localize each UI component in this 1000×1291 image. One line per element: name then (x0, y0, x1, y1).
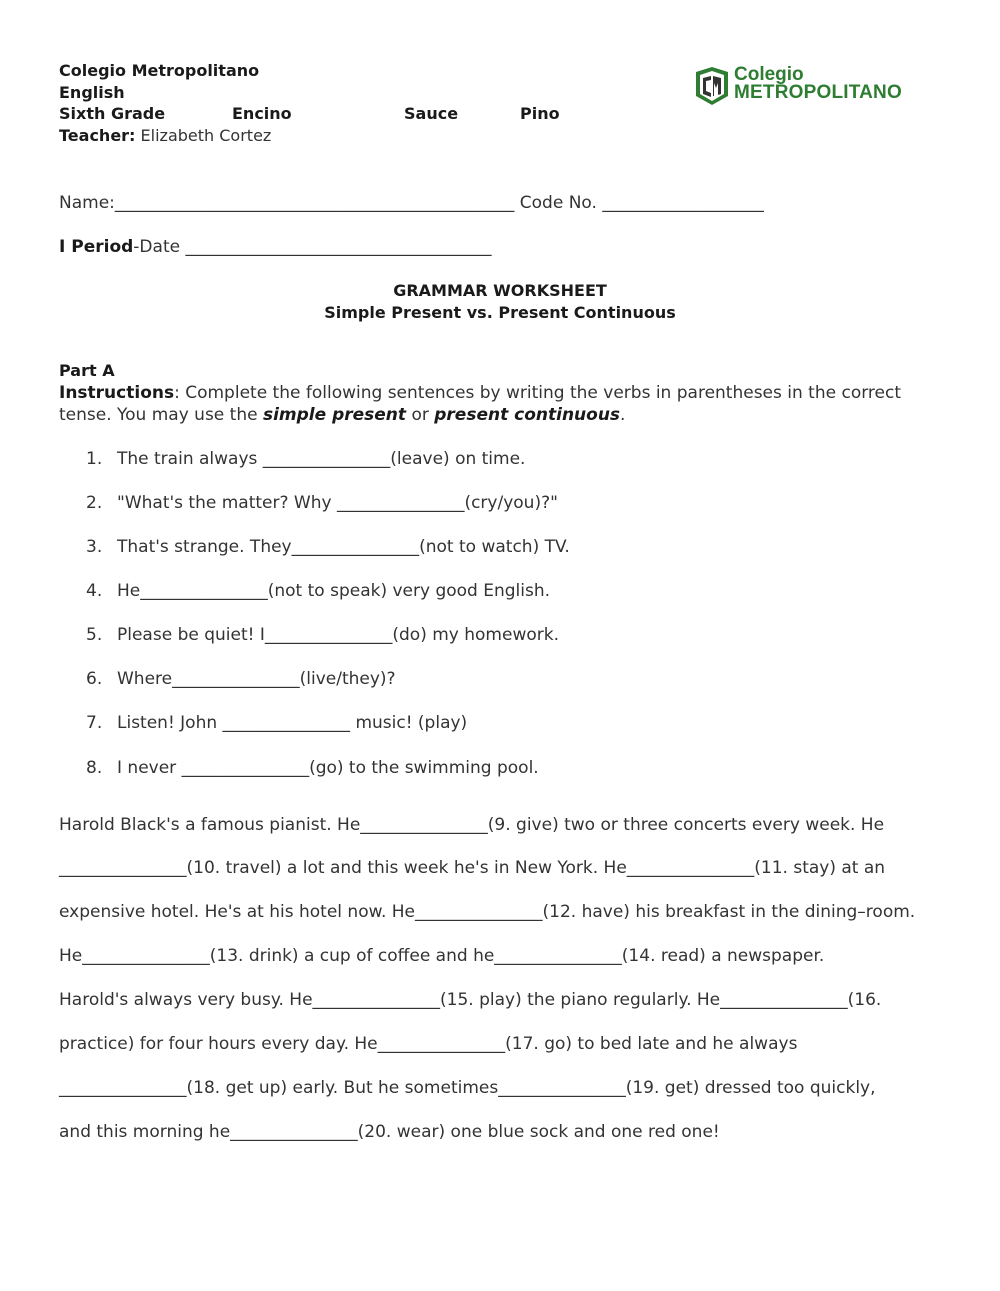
logo-line1: Colegio (734, 64, 804, 85)
instructions-or: or (406, 405, 435, 425)
date-field: -Date ____________________________________ (133, 237, 492, 257)
item-number: 8. (86, 758, 103, 778)
subject: English (59, 83, 125, 102)
item-text: He_______________(not to speak) very good English. (117, 581, 551, 601)
tense-present-continuous: present continuous (434, 405, 621, 425)
item-text: Please be quiet! I_______________(do) my homework. (117, 625, 559, 645)
period-date-field (59, 237, 491, 257)
list-item (86, 493, 558, 513)
item-number: 5. (86, 625, 103, 645)
paragraph-line: expensive hotel. He's at his hotel now. He_______________(12. have) his breakfast in the dining–room. (59, 902, 916, 922)
teacher-name: Elizabeth Cortez (140, 126, 272, 145)
item-number: 6. (86, 669, 103, 689)
period-label: I Period (59, 237, 134, 257)
item-text: Where_______________(live/they)? (117, 669, 396, 689)
item-text: The train always _______________(leave) on time. (117, 449, 526, 469)
section-sauce: Sauce (404, 104, 459, 123)
list-item (86, 537, 570, 557)
instructions-label: Instructions (59, 383, 175, 403)
section-pino: Pino (520, 104, 560, 123)
paragraph-line: He_______________(13. drink) a cup of coffee and he_______________(14. read) a newspaper. (59, 946, 825, 966)
list-item (86, 669, 396, 689)
instructions-end: . (620, 405, 626, 425)
item-text: Listen! John _______________ music! (play) (117, 713, 468, 733)
list-item (86, 625, 559, 645)
item-text: "What's the matter? Why _______________(cry/you)?" (117, 493, 558, 513)
item-number: 4. (86, 581, 103, 601)
item-number: 1. (86, 449, 103, 469)
instructions-line1 (59, 383, 901, 403)
item-number: 7. (86, 713, 103, 733)
instructions-text: : Complete the following sentences by writing the verbs in parentheses in the correct (174, 383, 902, 403)
list-item (86, 713, 467, 733)
list-item (86, 449, 525, 469)
worksheet-subtitle: Simple Present vs. Present Continuous (324, 303, 676, 322)
instructions-line2-text: tense. You may use the (59, 405, 263, 425)
name-code-field: Name:_______________________________________________ Code No. ___________________ (59, 193, 764, 213)
section-encino: Encino (232, 104, 292, 123)
worksheet-title: GRAMMAR WORKSHEET (393, 281, 607, 300)
list-item (86, 758, 539, 778)
item-text: That's strange. They_______________(not to watch) TV. (117, 537, 570, 557)
instructions-line2 (59, 405, 625, 425)
paragraph-line: _______________(18. get up) early. But he sometimes_______________(19. get) dressed too quickly, (59, 1078, 876, 1098)
logo-line2: METROPOLITANO (734, 82, 902, 103)
item-number: 3. (86, 537, 103, 557)
grade: Sixth Grade (59, 104, 166, 123)
teacher-line (59, 126, 271, 145)
paragraph-line: Harold Black's a famous pianist. He_______________(9. give) two or three concerts every week. He (59, 815, 885, 835)
school-name: Colegio Metropolitano (59, 61, 260, 80)
paragraph-line: _______________(10. travel) a lot and this week he's in New York. He_______________(11. stay) at an (59, 858, 886, 878)
logo-emblem-icon (694, 66, 730, 106)
part-a-label: Part A (59, 361, 115, 380)
teacher-label: Teacher: (59, 126, 136, 145)
list-item (86, 581, 550, 601)
school-logo (694, 64, 914, 108)
paragraph-line: Harold's always very busy. He_______________(15. play) the piano regularly. He_______________(16. (59, 990, 882, 1010)
item-number: 2. (86, 493, 103, 513)
paragraph-line: practice) for four hours every day. He_______________(17. go) to bed late and he always (59, 1034, 798, 1054)
paragraph-line: and this morning he_______________(20. wear) one blue sock and one red one! (59, 1122, 720, 1142)
item-text: I never _______________(go) to the swimming pool. (117, 758, 539, 778)
tense-simple-present: simple present (262, 405, 407, 425)
